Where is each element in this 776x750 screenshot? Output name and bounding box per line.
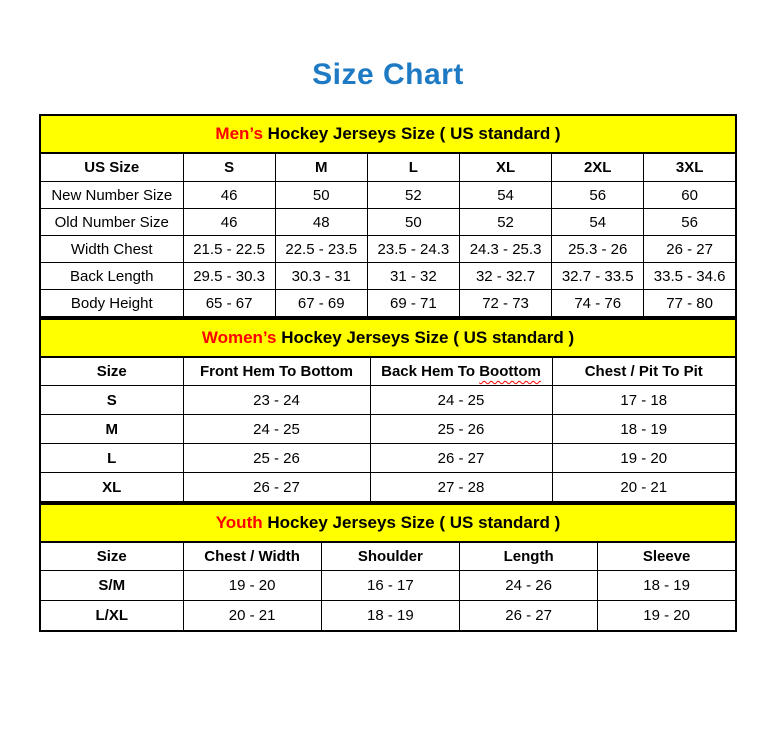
table-row: [40, 571, 736, 601]
size-value-cell: 69 - 71: [367, 290, 459, 318]
size-value-cell: 23 - 24: [183, 386, 370, 415]
size-value-cell: 56: [552, 182, 644, 209]
size-value-cell: 23.5 - 24.3: [367, 236, 459, 263]
size-value-cell: 31 - 32: [367, 263, 459, 290]
size-value-cell: 17 - 18: [552, 386, 736, 415]
size-value-cell: 50: [367, 209, 459, 236]
mens-section-band: [40, 115, 736, 153]
column-header-size: Size: [40, 357, 183, 386]
row-label: L/XL: [40, 601, 183, 632]
size-value-cell: 52: [459, 209, 551, 236]
size-value-cell: 22.5 - 23.5: [275, 236, 367, 263]
mens-size-table: [39, 114, 737, 318]
row-label: New Number Size: [40, 182, 183, 209]
table-row: [40, 209, 736, 236]
size-value-cell: 54: [552, 209, 644, 236]
youth-section-band: [40, 504, 736, 542]
column-header-us-size: US Size: [40, 153, 183, 182]
row-label: S: [40, 386, 183, 415]
size-value-cell: 27 - 28: [370, 473, 552, 503]
table-row: [40, 290, 736, 318]
youth-header-row: [40, 542, 736, 571]
row-label: S/M: [40, 571, 183, 601]
table-row: [40, 263, 736, 290]
size-value-cell: 19 - 20: [183, 571, 321, 601]
size-value-cell: 18 - 19: [321, 601, 459, 632]
youth-section-title-highlight: Youth: [215, 513, 263, 532]
row-label: Old Number Size: [40, 209, 183, 236]
womens-section-title: [40, 319, 736, 357]
womens-size-table: [39, 318, 737, 503]
table-row: [40, 473, 736, 503]
womens-header-row: [40, 357, 736, 386]
youth-section-title-rest: Hockey Jerseys Size ( US standard ): [262, 513, 561, 532]
size-value-cell: 24.3 - 25.3: [459, 236, 551, 263]
size-value-cell: 26 - 27: [644, 236, 736, 263]
mens-section-title: [40, 115, 736, 153]
page-title: Size Chart: [312, 58, 464, 91]
size-value-cell: 33.5 - 34.6: [644, 263, 736, 290]
size-value-cell: 74 - 76: [552, 290, 644, 318]
column-header-shoulder: Shoulder: [321, 542, 459, 571]
size-value-cell: 20 - 21: [552, 473, 736, 503]
table-row: [40, 386, 736, 415]
table-row: [40, 182, 736, 209]
row-label: Body Height: [40, 290, 183, 318]
size-value-cell: 65 - 67: [183, 290, 275, 318]
column-header-xl: XL: [459, 153, 551, 182]
size-chart-tables: [39, 114, 737, 632]
size-value-cell: 25 - 26: [370, 415, 552, 444]
size-value-cell: 24 - 26: [460, 571, 598, 601]
size-value-cell: 19 - 20: [552, 444, 736, 473]
mens-header-row: [40, 153, 736, 182]
column-header-2xl: 2XL: [552, 153, 644, 182]
table-row: [40, 415, 736, 444]
column-header-sleeve: Sleeve: [598, 542, 736, 571]
column-header-back-hem: [370, 357, 552, 386]
size-value-cell: 72 - 73: [459, 290, 551, 318]
size-value-cell: 32 - 32.7: [459, 263, 551, 290]
size-value-cell: 54: [459, 182, 551, 209]
size-value-cell: 56: [644, 209, 736, 236]
size-value-cell: 25 - 26: [183, 444, 370, 473]
back-hem-label-prefix: Back Hem To: [381, 363, 480, 380]
size-value-cell: 24 - 25: [370, 386, 552, 415]
row-label: Back Length: [40, 263, 183, 290]
column-header-l: L: [367, 153, 459, 182]
column-header-s: S: [183, 153, 275, 182]
back-hem-misspelled-word: Boottom: [479, 363, 541, 380]
size-value-cell: 19 - 20: [598, 601, 736, 632]
size-value-cell: 18 - 19: [552, 415, 736, 444]
table-row: [40, 601, 736, 632]
row-label: XL: [40, 473, 183, 503]
size-value-cell: 67 - 69: [275, 290, 367, 318]
column-header-m: M: [275, 153, 367, 182]
womens-section-title-rest: Hockey Jerseys Size ( US standard ): [276, 328, 575, 347]
size-value-cell: 18 - 19: [598, 571, 736, 601]
row-label: L: [40, 444, 183, 473]
size-value-cell: 21.5 - 22.5: [183, 236, 275, 263]
size-value-cell: 77 - 80: [644, 290, 736, 318]
youth-section-title: [40, 504, 736, 542]
mens-section-title-highlight: Men’s: [215, 124, 263, 143]
table-row: [40, 444, 736, 473]
row-label: Width Chest: [40, 236, 183, 263]
size-value-cell: 26 - 27: [370, 444, 552, 473]
size-value-cell: 32.7 - 33.5: [552, 263, 644, 290]
size-value-cell: 60: [644, 182, 736, 209]
size-value-cell: 30.3 - 31: [275, 263, 367, 290]
column-header-front-hem: Front Hem To Bottom: [183, 357, 370, 386]
mens-section-title-rest: Hockey Jerseys Size ( US standard ): [262, 124, 561, 143]
womens-section-title-highlight: Women’s: [201, 328, 277, 347]
size-value-cell: 46: [183, 182, 275, 209]
column-header-chest: Chest / Pit To Pit: [552, 357, 736, 386]
size-value-cell: 29.5 - 30.3: [183, 263, 275, 290]
size-value-cell: 24 - 25: [183, 415, 370, 444]
column-header-size: Size: [40, 542, 183, 571]
row-label: M: [40, 415, 183, 444]
youth-size-table: [39, 503, 737, 632]
size-value-cell: 48: [275, 209, 367, 236]
size-value-cell: 20 - 21: [183, 601, 321, 632]
size-value-cell: 25.3 - 26: [552, 236, 644, 263]
size-value-cell: 26 - 27: [183, 473, 370, 503]
column-header-length: Length: [460, 542, 598, 571]
womens-section-band: [40, 319, 736, 357]
size-value-cell: 16 - 17: [321, 571, 459, 601]
column-header-3xl: 3XL: [644, 153, 736, 182]
size-value-cell: 46: [183, 209, 275, 236]
table-row: [40, 236, 736, 263]
size-value-cell: 26 - 27: [460, 601, 598, 632]
size-value-cell: 52: [367, 182, 459, 209]
column-header-chest-width: Chest / Width: [183, 542, 321, 571]
size-value-cell: 50: [275, 182, 367, 209]
